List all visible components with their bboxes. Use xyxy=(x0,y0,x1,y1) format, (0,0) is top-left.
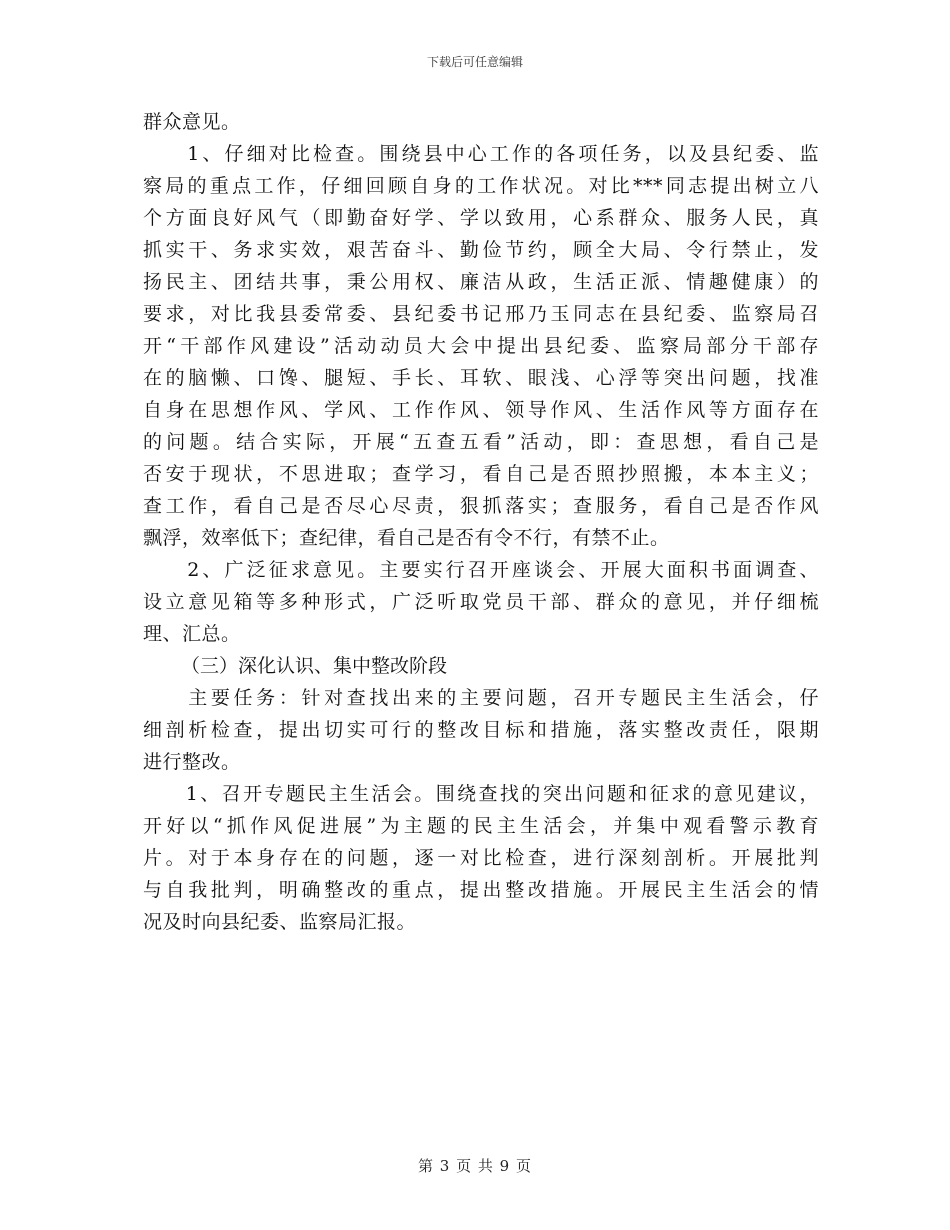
text-line: 理、汇总。 xyxy=(143,623,241,645)
paragraph xyxy=(143,106,819,138)
text-line: 察局的重点工作，仔细回顾自身的工作状况。对比***同志提出树立八 xyxy=(143,175,819,197)
paragraph xyxy=(143,778,819,938)
paragraph xyxy=(143,138,819,554)
text-line: 主要任务：针对查找出来的主要问题，召开专题民主生活会，仔 xyxy=(143,687,819,709)
text-line: 扬民主、团结共事，秉公用权、廉洁从政，生活正派、情趣健康）的 xyxy=(143,271,819,293)
paragraph xyxy=(143,682,819,778)
section-heading: （三）深化认识、集中整改阶段 xyxy=(181,655,448,677)
page-number-footer: 第 3 页 共 9 页 xyxy=(418,1157,532,1175)
text-line: 个方面良好风气（即勤奋好学、学以致用，心系群众、服务人民，真 xyxy=(143,207,819,229)
paragraph xyxy=(143,554,819,650)
text-line: 的问题。结合实际，开展“五查五看”活动，即：查思想，看自己是 xyxy=(143,431,819,453)
text-line: 飘浮，效率低下；查纪律，看自己是否有令不行，有禁不止。 xyxy=(143,527,670,549)
text-line: 开“干部作风建设”活动动员大会中提出县纪委、监察局部分干部存 xyxy=(143,335,819,357)
text-line: 在的脑懒、口馋、腿短、手长、耳软、眼浅、心浮等突出问题，找准 xyxy=(143,367,819,389)
text-line: 抓实干、务求实效，艰苦奋斗、勤俭节约，顾全大局、令行禁止，发 xyxy=(143,239,819,261)
text-line: 况及时向县纪委、监察局汇报。 xyxy=(143,911,417,933)
text-line: 自身在思想作风、学风、工作作风、领导作风、生活作风等方面存在 xyxy=(143,399,819,421)
page-header: 下载后可任意编辑 xyxy=(426,55,523,69)
text-line: 细剖析检查，提出切实可行的整改目标和措施，落实整改责任，限期 xyxy=(143,719,819,741)
text-line: 否安于现状，不思进取；查学习，看自己是否照抄照搬，本本主义； xyxy=(143,463,819,485)
text-line: 要求，对比我县委常委、县纪委书记邢乃玉同志在县纪委、监察局召 xyxy=(143,303,819,325)
text-line: 开好以“抓作风促进展”为主题的民主生活会，并集中观看警示教育 xyxy=(143,815,819,837)
text-line: 1、召开专题民主生活会。围绕查找的突出问题和征求的意见建议， xyxy=(143,783,819,805)
text-line: 查工作，看自己是否尽心尽责，狠抓落实；查服务，看自己是否作风 xyxy=(143,495,819,517)
text-line: 进行整改。 xyxy=(143,751,241,773)
document-body xyxy=(143,106,819,938)
text-line: 与自我批判，明确整改的重点，提出整改措施。开展民主生活会的情 xyxy=(143,879,819,901)
text-line: 片。对于本身存在的问题，逐一对比检查，进行深刻剖析。开展批判 xyxy=(143,847,819,869)
text-line: 1、仔细对比检查。围绕县中心工作的各项任务，以及县纪委、监 xyxy=(143,143,819,165)
text-line: 2、广泛征求意见。主要实行召开座谈会、开展大面积书面调查、 xyxy=(143,559,819,581)
text-line: 群众意见。 xyxy=(143,111,241,133)
text-line: 设立意见箱等多种形式，广泛听取党员干部、群众的意见，并仔细梳 xyxy=(143,591,819,613)
